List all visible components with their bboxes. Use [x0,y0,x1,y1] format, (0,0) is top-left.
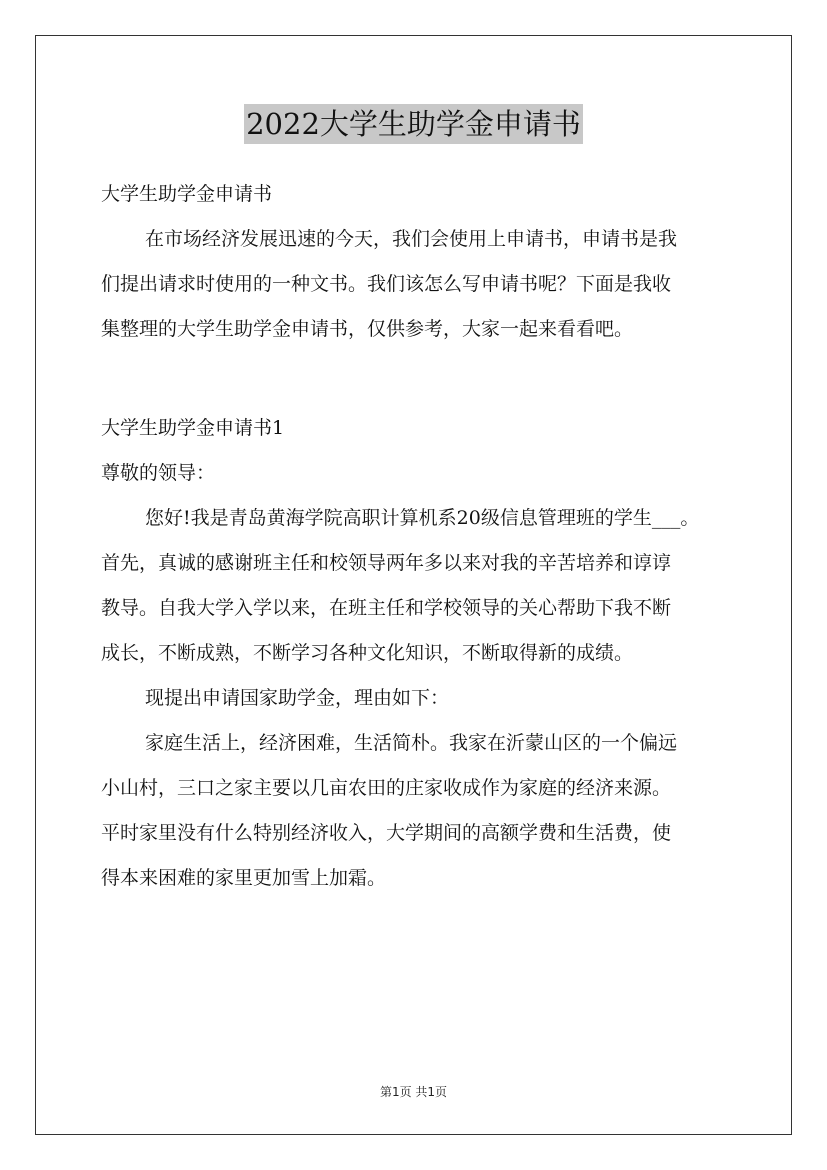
title-area [0,104,827,144]
paragraph1-line: 成长，不断成熟，不断学习各种文化知识，不断取得新的成绩。 [101,642,634,664]
intro-line: 集整理的大学生助学金申请书，仅供参考，大家一起来看看吧。 [101,318,634,340]
paragraph3-line: 家庭生活上，经济困难，生活简朴。我家在沂蒙山区的一个偏远 [145,732,678,754]
salutation: 尊敬的领导： [101,462,216,484]
paragraph1-line: 教导。自我大学入学以来，在班主任和学校领导的关心帮助下我不断 [101,597,672,619]
paragraph-gap [101,352,729,406]
intro-heading: 大学生助学金申请书 [101,183,273,205]
intro-line: 们提出请求时使用的一种文书。我们该怎么写申请书呢？下面是我收 [101,273,672,295]
intro-line: 在市场经济发展迅速的今天，我们会使用上申请书，申请书是我 [145,228,678,250]
section-heading: 大学生助学金申请书1 [101,417,285,439]
page-footer [0,1084,827,1100]
document-title: 2022大学生助学金申请书 [244,104,583,144]
paragraph2-line: 现提出申请国家助学金，理由如下： [145,687,450,709]
paragraph3-line: 得本来困难的家里更加雪上加霜。 [101,867,387,889]
paragraph3-line: 小山村，三口之家主要以几亩农田的庄家收成作为家庭的经济来源。 [101,777,672,799]
paragraph1-line: 首先，真诚的感谢班主任和校领导两年多以来对我的辛苦培养和谆谆 [101,552,672,574]
paragraph1-line: 您好!我是青岛黄海学院高职计算机系20级信息管理班的学生___。 [145,507,700,529]
paragraph3-line: 平时家里没有什么特别经济收入，大学期间的高额学费和生活费，使 [101,822,672,844]
document-body [101,172,729,901]
page-number-label: 第1页 共1页 [379,1085,448,1099]
